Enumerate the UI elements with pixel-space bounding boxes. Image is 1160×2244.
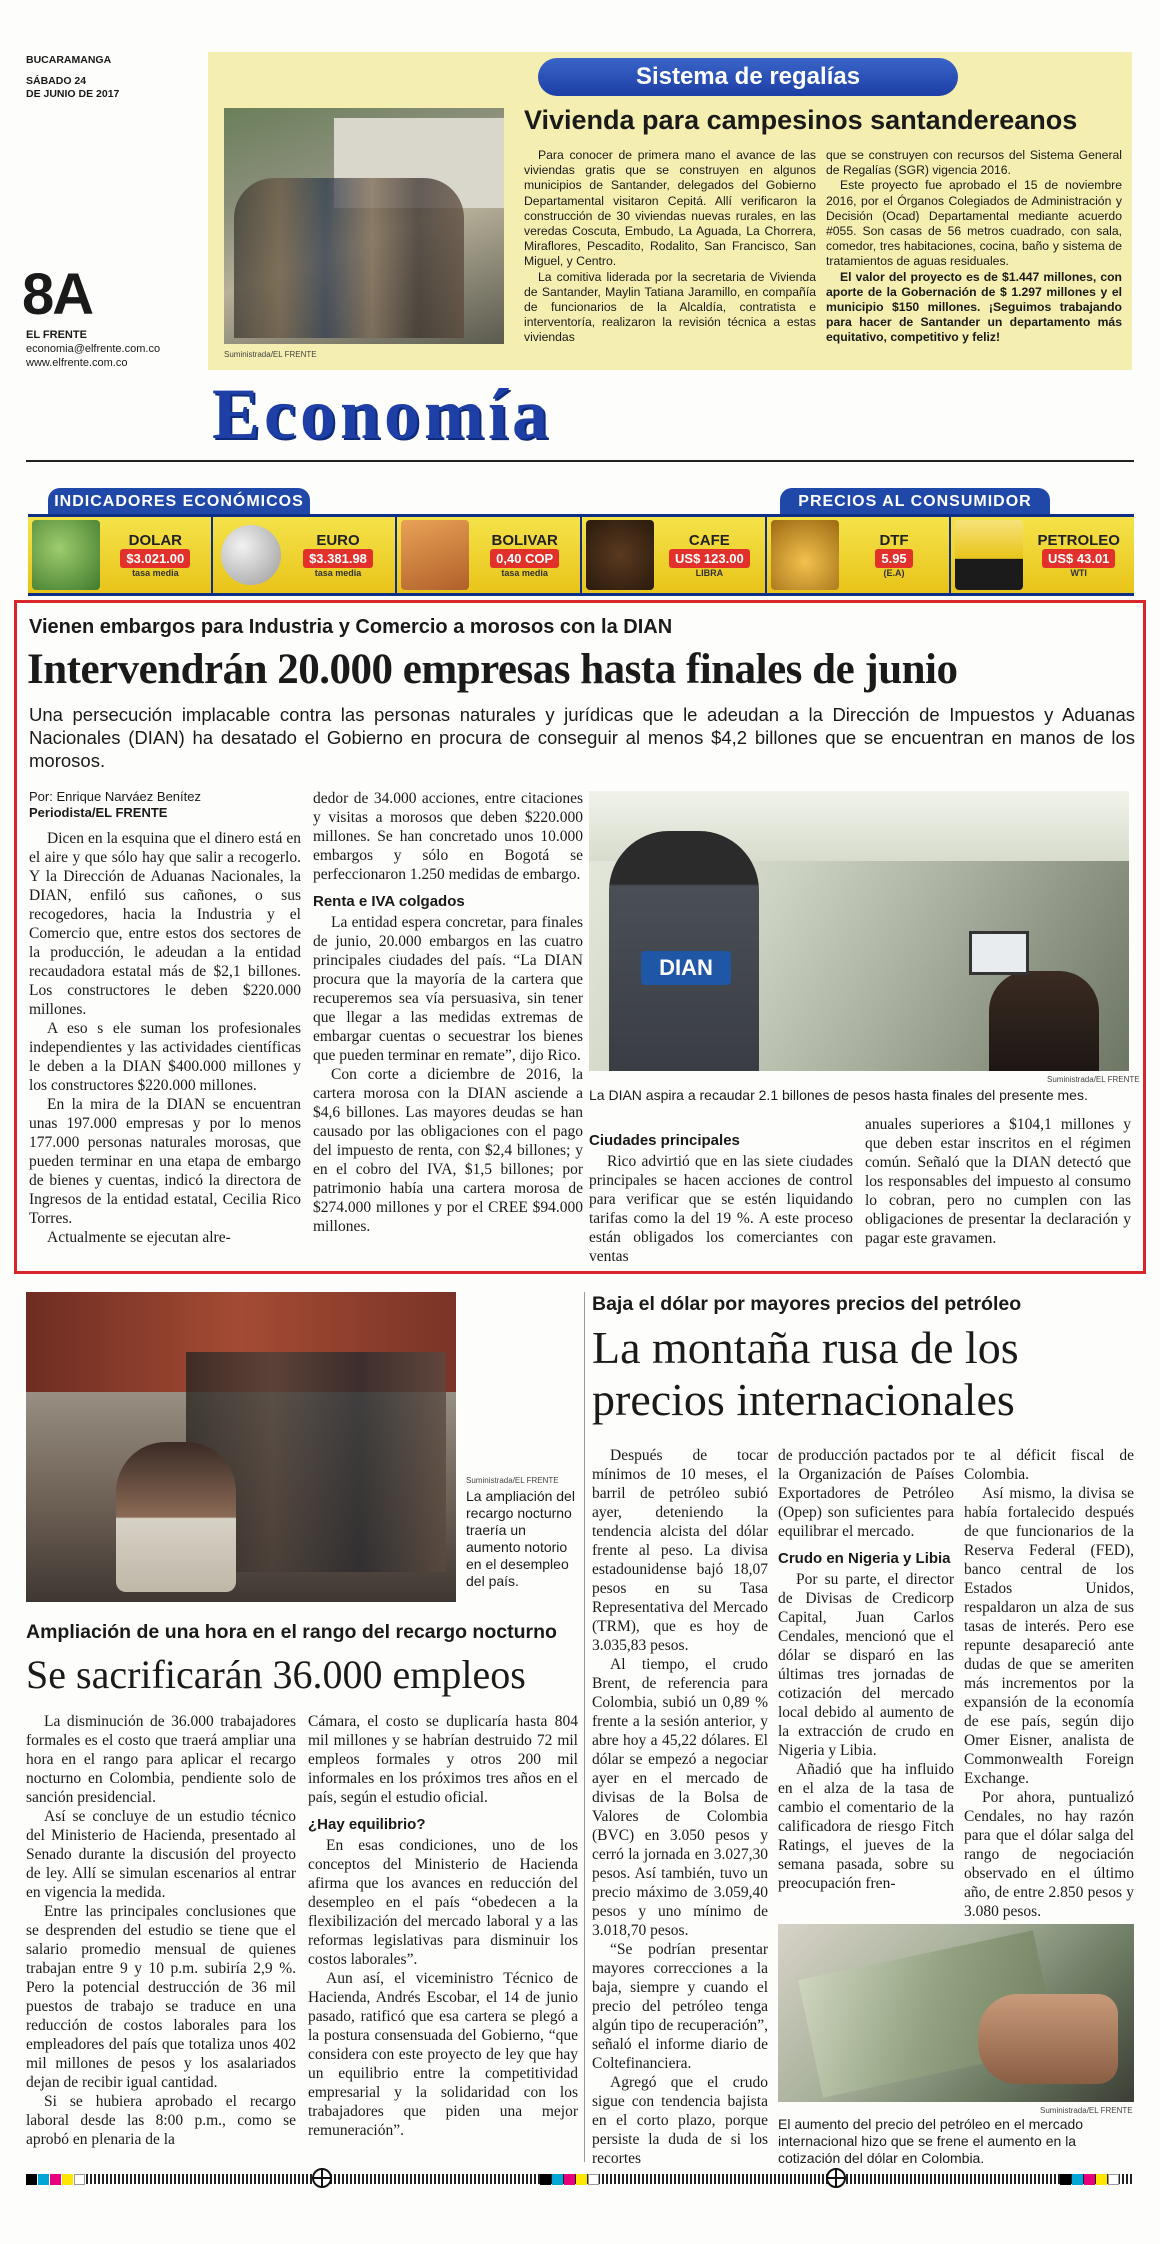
recargo-paragraph: Si se hubiera aprobado el recargo laboral desde las 8:00 p.m., como se aprobó en plenaria de la: [26, 2093, 296, 2148]
recargo-paragraph: Entre las principales conclusiones que se desprenden del estudio se tiene que el salario promedio mensual de quienes trabajan entre 9 y 10 p.m. subiría 2,9 %. Pero la potencial destrucción de 36 mil puestos de trabajo se traduce en una reducción de costos laborales para los empleadores del país que totaliza unos 402 mil millones de pesos y los asalariados dejan de recibir igual cantidad.: [26, 1903, 296, 2091]
dolar-paragraph: Así mismo, la divisa se había fortalecido después de que funcionarios de la Reserva Federal (FED), banco central de los Estados Unidos, respaldaron un alza de sus tasas de interés. Pero ese repunte desapareció ante dudas de que se ameriten más incrementos por la expansión de la economía de ese país, según dijo Omer Eisner, analista de Commonwealth Foreign Exchange.: [964, 1485, 1134, 1787]
people-group: [234, 178, 464, 338]
dian-paragraph: Actualmente se ejecutan alre-: [47, 1229, 231, 1246]
section-rule: [26, 460, 1134, 462]
byline-author: Por: Enrique Narváez Benítez: [29, 789, 201, 804]
dian-col-2: [313, 789, 583, 1236]
recargo-paragraph: La disminución de 36.000 trabajadores formales es el costo que traerá ampliar una hora en el rango para aplicar el recargo nocturno en Colombia, pendiente solo de sanción presidencial.: [26, 1713, 296, 1806]
dian-paragraph: En la mira de la DIAN se encuentran unas 197.000 empresas y por lo menos 177.000 personas naturales morosas, que pueden terminar en una etapa de embargo de bienes y cuentas, indicó la directora de Ingresos de la entidad estatal, Cecilia Rico Torres.: [29, 1096, 301, 1227]
dolar-paragraph: de producción pactados por la Organización de Países Exportadores de Petróleo (Opep) son suficientes para equilibrar el mercado.: [778, 1447, 954, 1540]
recargo-subhead: ¿Hay equilibrio?: [308, 1816, 426, 1833]
regalias-paragraph: Para conocer de primera mano el avance de las viviendas gratis que se construyen en algunos municipios de Santander, delegados del Gobierno Departamental visitaron Cepitá. Allí verificaron la construcción de 30 viviendas nuevas rurales, en las veredas Coscuta, Embudo, La Aguada, La Chorrera, Miraflores, Pescadito, Rodalito, San Francisco, San Miguel, y Centro.: [524, 148, 816, 269]
regalias-box: [208, 52, 1132, 370]
regalias-photo: [224, 108, 504, 344]
dolar-paragraph: Al tiempo, el crudo Brent, de referencia para Colombia, subió un 0,89 % frente a la sesión anterior, y abre hoy a 45,22 dólares. El dólar se empezó a negociar ayer en el mercado de divisas de la Bolsa de Valores de Colombia (BVC) en 3.050 pesos y cerró la jornada en 3.027,30 pesos. Así también, tuvo un precio máximo de 3.059,40 pesos y uno mínimo de 3.018,70 pesos.: [592, 1656, 768, 1939]
seated-woman: [116, 1442, 236, 1592]
indicator-name: CAFE: [688, 532, 730, 549]
dian-paragraph: anuales superiores a $104,1 millones y que deben estar inscritos en el régimen común. Señaló que la DIAN detectó que los responsables del impuesto al consumo lo cobran, pero no cumplen con las obligaciones de presentar la declaración y pagar este gravamen.: [865, 1116, 1131, 1247]
desk-worker: [989, 971, 1099, 1071]
dolar-col-1: [592, 1446, 768, 2168]
dolar-paragraph: Añadió que ha influido en el alza de la tasa de cambio el comentario de la calificadora de riesgo Fitch Ratings, el jueves de la semana pasada, sobre su preocupación fren-: [778, 1761, 954, 1892]
dolar-paragraph: “Se podrían presentar mayores correcciones a la baja, siempre y cuando el precio del petróleo tenga algún tipo de recuperación”, señaló el informe diario de Coltefinanciera.: [592, 1941, 768, 2072]
recargo-paragraph: Cámara, el costo se duplicaría hasta 804 mil millones y se habrían destruido 72 mil empleos formales y otros 200 mil informales en los próximos tres años en el país, según el estudio oficial.: [308, 1713, 578, 1806]
dolar-col-3: [964, 1446, 1134, 1921]
dian-photo-caption: La DIAN aspira a recaudar 2.1 billones de pesos hasta finales del presente mes.: [589, 1087, 1088, 1103]
dateline: [26, 54, 119, 101]
computer-monitor: [969, 931, 1029, 975]
registration-mark-icon: [312, 2168, 332, 2188]
coins-stack-icon: [771, 520, 839, 590]
regalias-banner-text: Sistema de regalías: [635, 63, 861, 90]
page-number: 8A: [22, 262, 93, 327]
indicator-bolivar: [397, 517, 582, 593]
indicator-sub: (E.A): [883, 568, 905, 578]
dian-paragraph: A eso s ele suman los profesionales independientes y las actividades científicas le deben a la DIAN $400.000 millones y los constructores $220.000 millones.: [29, 1020, 301, 1094]
coffee-beans-icon: [586, 520, 654, 590]
dian-lead: Una persecución implacable contra las personas naturales y jurídicas que le adeudan a la Dirección de Impuestos y Aduanas Nacionales (DIAN) ha desatado el Gobierno en procura de conseguir al menos $4,2 billones que se encuentran en manos de los morosos.: [29, 704, 1135, 771]
dian-col-3: [589, 1131, 853, 1266]
recargo-photo-credit: Suministrada/EL FRENTE: [466, 1476, 559, 1485]
dian-subhead: Ciudades principales: [589, 1132, 740, 1149]
dolar-photo-credit: Suministrada/EL FRENTE: [1040, 2106, 1133, 2115]
recargo-paragraph: Aun así, el viceministro Técnico de Hacienda, Andrés Escobar, el 14 de junio pasado, ratificó que esa cartera se plegó a la postura consensuada del Gobierno, “que considera con este proyecto de ley que hay un equilibrio entre la competitividad empresarial y la solidaridad con los trabajadores que piden una mejor remuneración”.: [308, 1970, 578, 2139]
recargo-photo-caption: La ampliación del recargo nocturno traería un aumento notorio en el desempleo del país.: [466, 1488, 575, 1589]
dolar-paragraph: Agregó que el crudo sigue con tendencia bajista en el corto plazo, porque persiste la duda de si los recortes: [592, 2074, 768, 2167]
dian-photo-credit: Suministrada/EL FRENTE: [1047, 1075, 1140, 1084]
dian-kicker: Vienen embargos para Industria y Comercio a morosos con la DIAN: [29, 616, 673, 638]
dolar-photo-caption: El aumento del precio del petróleo en el mercado internacional hizo que se frene el aumento en la cotización del dólar en Colombia.: [778, 2116, 1084, 2166]
indicator-dolar: [28, 517, 213, 593]
date-line-2: DE JUNIO DE 2017: [26, 88, 120, 100]
dian-headline: Intervendrán 20.000 empresas hasta finales de junio: [27, 646, 958, 693]
dian-col-4: [865, 1115, 1131, 1248]
dolar-col-2: [778, 1446, 954, 1893]
indicator-sub: LIBRA: [695, 568, 724, 578]
indicator-value: US$ 123.00: [669, 549, 750, 568]
indicator-sub: tasa media: [132, 568, 179, 578]
color-registration-bar: [1060, 2172, 1120, 2190]
indicator-euro: [213, 517, 398, 593]
dolar-paragraph: te al déficit fiscal de Colombia.: [964, 1447, 1134, 1483]
indicator-value: $3.021.00: [120, 549, 190, 568]
recargo-paragraph: En esas condiciones, uno de los conceptos del Ministerio de Hacienda afirma que los avances en reducción del desempleo en el país “obedecen a la flexibilización del mercado laboral y a las reformas legislativas para disminuir los costos laborales”.: [308, 1837, 578, 1968]
dian-byline: [29, 789, 201, 821]
indicator-name: EURO: [316, 532, 360, 549]
city: BUCARAMANGA: [26, 54, 112, 66]
indicators-bar: [28, 514, 1134, 596]
indicator-dtf: [767, 517, 952, 593]
regalias-paragraph: La comitiva liderada por la secretaria de Vivienda de Santander, Maylin Tatiana Jaramillo, en compañía de funcionarios de la Alcaldía, contratista e interventoría, realizaron la revisión técnica a estas viviendas: [524, 269, 816, 345]
dian-vest-logo: DIAN: [641, 951, 731, 985]
dian-col-1: [29, 829, 301, 1247]
regalias-paragraph: que se construyen con recursos del Sistema General de Regalías (SGR) vigencia 2016.: [826, 148, 1122, 178]
color-registration-bar: [540, 2172, 600, 2190]
dolar-subhead: Crudo en Nigeria y Libia: [778, 1550, 951, 1567]
date-line-1: SÁBADO 24: [26, 75, 87, 87]
indicator-value: US$ 43.01: [1042, 549, 1115, 568]
regalias-paragraph: Este proyecto fue aprobado el 15 de noviembre 2016, por el Órganos Colegiados de Administración y Decisión (Ocad) Departamental mediante acuerdo #055. Son casas de 56 metros cuadrado, con sala, comedor, tres habitaciones, cocina, baño y sistema de tratamientos de aguas residuales.: [826, 178, 1122, 269]
dian-photo: [589, 791, 1129, 1071]
dian-paragraph: Con corte a diciembre de 2016, la cartera morosa con la DIAN asciende a $4,6 billones. Las mayores deudas se han causado por las obligaciones con el pago del impuesto de renta, con $2,4 billones; y en el cobro del IVA, $1,5 billones; por patrimonio había una cartera morosa de $274.000 millones y por el CREE $94.000 millones.: [313, 1066, 583, 1235]
section-title: Economía: [212, 374, 553, 454]
dolar-kicker: Baja el dólar por mayores precios del petróleo: [592, 1293, 1022, 1315]
regalias-col-2: [826, 148, 1122, 346]
email-link[interactable]: economia@elfrente.com.co: [26, 343, 161, 355]
indicator-name: DOLAR: [128, 532, 182, 549]
indicator-name: BOLIVAR: [491, 532, 558, 549]
paper-name: EL FRENTE: [26, 329, 87, 341]
indicator-value: $3.381.98: [303, 549, 373, 568]
paper-info: [26, 328, 160, 370]
indicators-tab-right: [780, 488, 1050, 516]
color-registration-bar: [26, 2172, 86, 2190]
regalias-banner: [538, 58, 958, 96]
recargo-headline: Se sacrificarán 36.000 empleos: [26, 1652, 526, 1697]
regalias-col-1: [524, 148, 816, 346]
indicator-cafe: [582, 517, 767, 593]
indicators-tab-left: [48, 488, 310, 516]
recargo-col-1: [26, 1712, 296, 2149]
recargo-paragraph: Así se concluye de un estudio técnico del Ministerio de Hacienda, presentado al Senado durante la discusión del proyecto de ley. Allí se simulan escenarios al entrar en vigencia la medida.: [26, 1808, 296, 1901]
indicator-petroleo: [951, 517, 1134, 593]
indicator-name: DTF: [879, 532, 909, 549]
indicator-sub: tasa media: [314, 568, 362, 578]
indicator-sub: WTI: [1070, 568, 1087, 578]
dolar-paragraph: Por ahora, puntualizó Cendales, no hay razón para que el dólar salga del rango de negociación observado en el último año, de entre 2.850 pesos y 3.080 pesos.: [964, 1789, 1134, 1920]
dian-paragraph: La entidad espera concretar, para finales de junio, 20.000 embargos en las cuatro principales ciudades del país. “La DIAN procura que la mayoría de la cartera que recuperemos sea vía persuasiva, sin tener que llegar a las medidas extremas de embargar cuentas o secuestrar los bienes que pueden terminar en remate”, dijo Rico.: [313, 914, 583, 1064]
dolar-paragraph: Después de tocar mínimos de 10 meses, el barril de petróleo subió ayer, deteniendo la tendencia alcista del dólar frente al peso. La divisa estadounidense bajó 18,07 pesos en su Tasa Representativa del Mercado (TRM), que es hoy de 3.035,83 pesos.: [592, 1447, 768, 1654]
dian-paragraph: Dicen en la esquina que el dinero está en el aire y que sólo hay que salir a recogerlo. Y la Dirección de Aduanas Nacionales, la DIAN, enfiló sus cañones, o sus recogedores, hacia la Industria y el Comercio que, entre estos dos sectores de la producción, le adeudan a la entidad recaudadora estatal más de $2,1 billones. Los constructores le deben $220.000 millones.: [29, 830, 301, 1018]
indicators-tab-left-text: INDICADORES ECONÓMICOS: [54, 493, 304, 510]
dian-subhead: Renta e IVA colgados: [313, 893, 465, 910]
indicator-sub: tasa media: [501, 568, 548, 578]
oil-pump-icon: [955, 520, 1023, 590]
registration-mark-icon: [826, 2168, 846, 2188]
bolivar-bills-icon: [401, 520, 469, 590]
indicator-name: PETROLEO: [1037, 532, 1120, 549]
byline-role: Periodista/EL FRENTE: [29, 805, 168, 820]
recargo-photo: [26, 1292, 456, 1602]
regalias-paragraph: El valor del proyecto es de $1.447 millones, con aporte de la Gobernación de $ 1.297 millones y el municipio $150 millones. ¡Seguimos trabajando para hacer de Santander un departamento más equitativo, competitivo y feliz!: [826, 269, 1122, 345]
dian-paragraph: dedor de 34.000 acciones, entre citaciones y visitas a morosos que deben $220.000 millones. Se han concretado unos 10.000 embargos y sólo en Bogotá se perfeccionaron 1.250 medidas de embargo.: [313, 790, 583, 883]
regalias-photo-credit: Suministrada/EL FRENTE: [224, 350, 317, 359]
euro-coin-icon: [221, 525, 281, 585]
hand-shape: [978, 1994, 1118, 2084]
column-divider: [584, 1292, 585, 2162]
indicator-value: 0,40 COP: [490, 549, 559, 568]
dolar-headline: La montaña rusa de los precios internacionales: [592, 1322, 1019, 1425]
indicators-tab-right-text: PRECIOS AL CONSUMIDOR: [798, 493, 1032, 510]
regalias-headline: Vivienda para campesinos santandereanos: [524, 105, 1078, 135]
website-link[interactable]: www.elfrente.com.co: [26, 357, 128, 369]
dolar-photo: [778, 1924, 1134, 2102]
indicator-value: 5.95: [875, 549, 912, 568]
dian-article: [14, 600, 1146, 1274]
dolar-paragraph: Por su parte, el director de Divisas de Credicorp Capital, Juan Carlos Cendales, mencionó que el dólar se disparó en las últimas tres jornadas de cotización del mercado local debido al aumento de la extracción de crudo en Nigeria y Libia.: [778, 1571, 954, 1759]
recargo-col-2: [308, 1712, 578, 2140]
recargo-kicker: Ampliación de una hora en el rango del recargo nocturno: [26, 1621, 557, 1643]
dollar-icon: [32, 520, 100, 590]
dian-paragraph: Rico advirtió que en las siete ciudades principales se hacen acciones de control para verificar que se estén liquidando tarifas como la del 19 %. A este proceso están obligados los comerciantes con ventas: [589, 1153, 853, 1265]
